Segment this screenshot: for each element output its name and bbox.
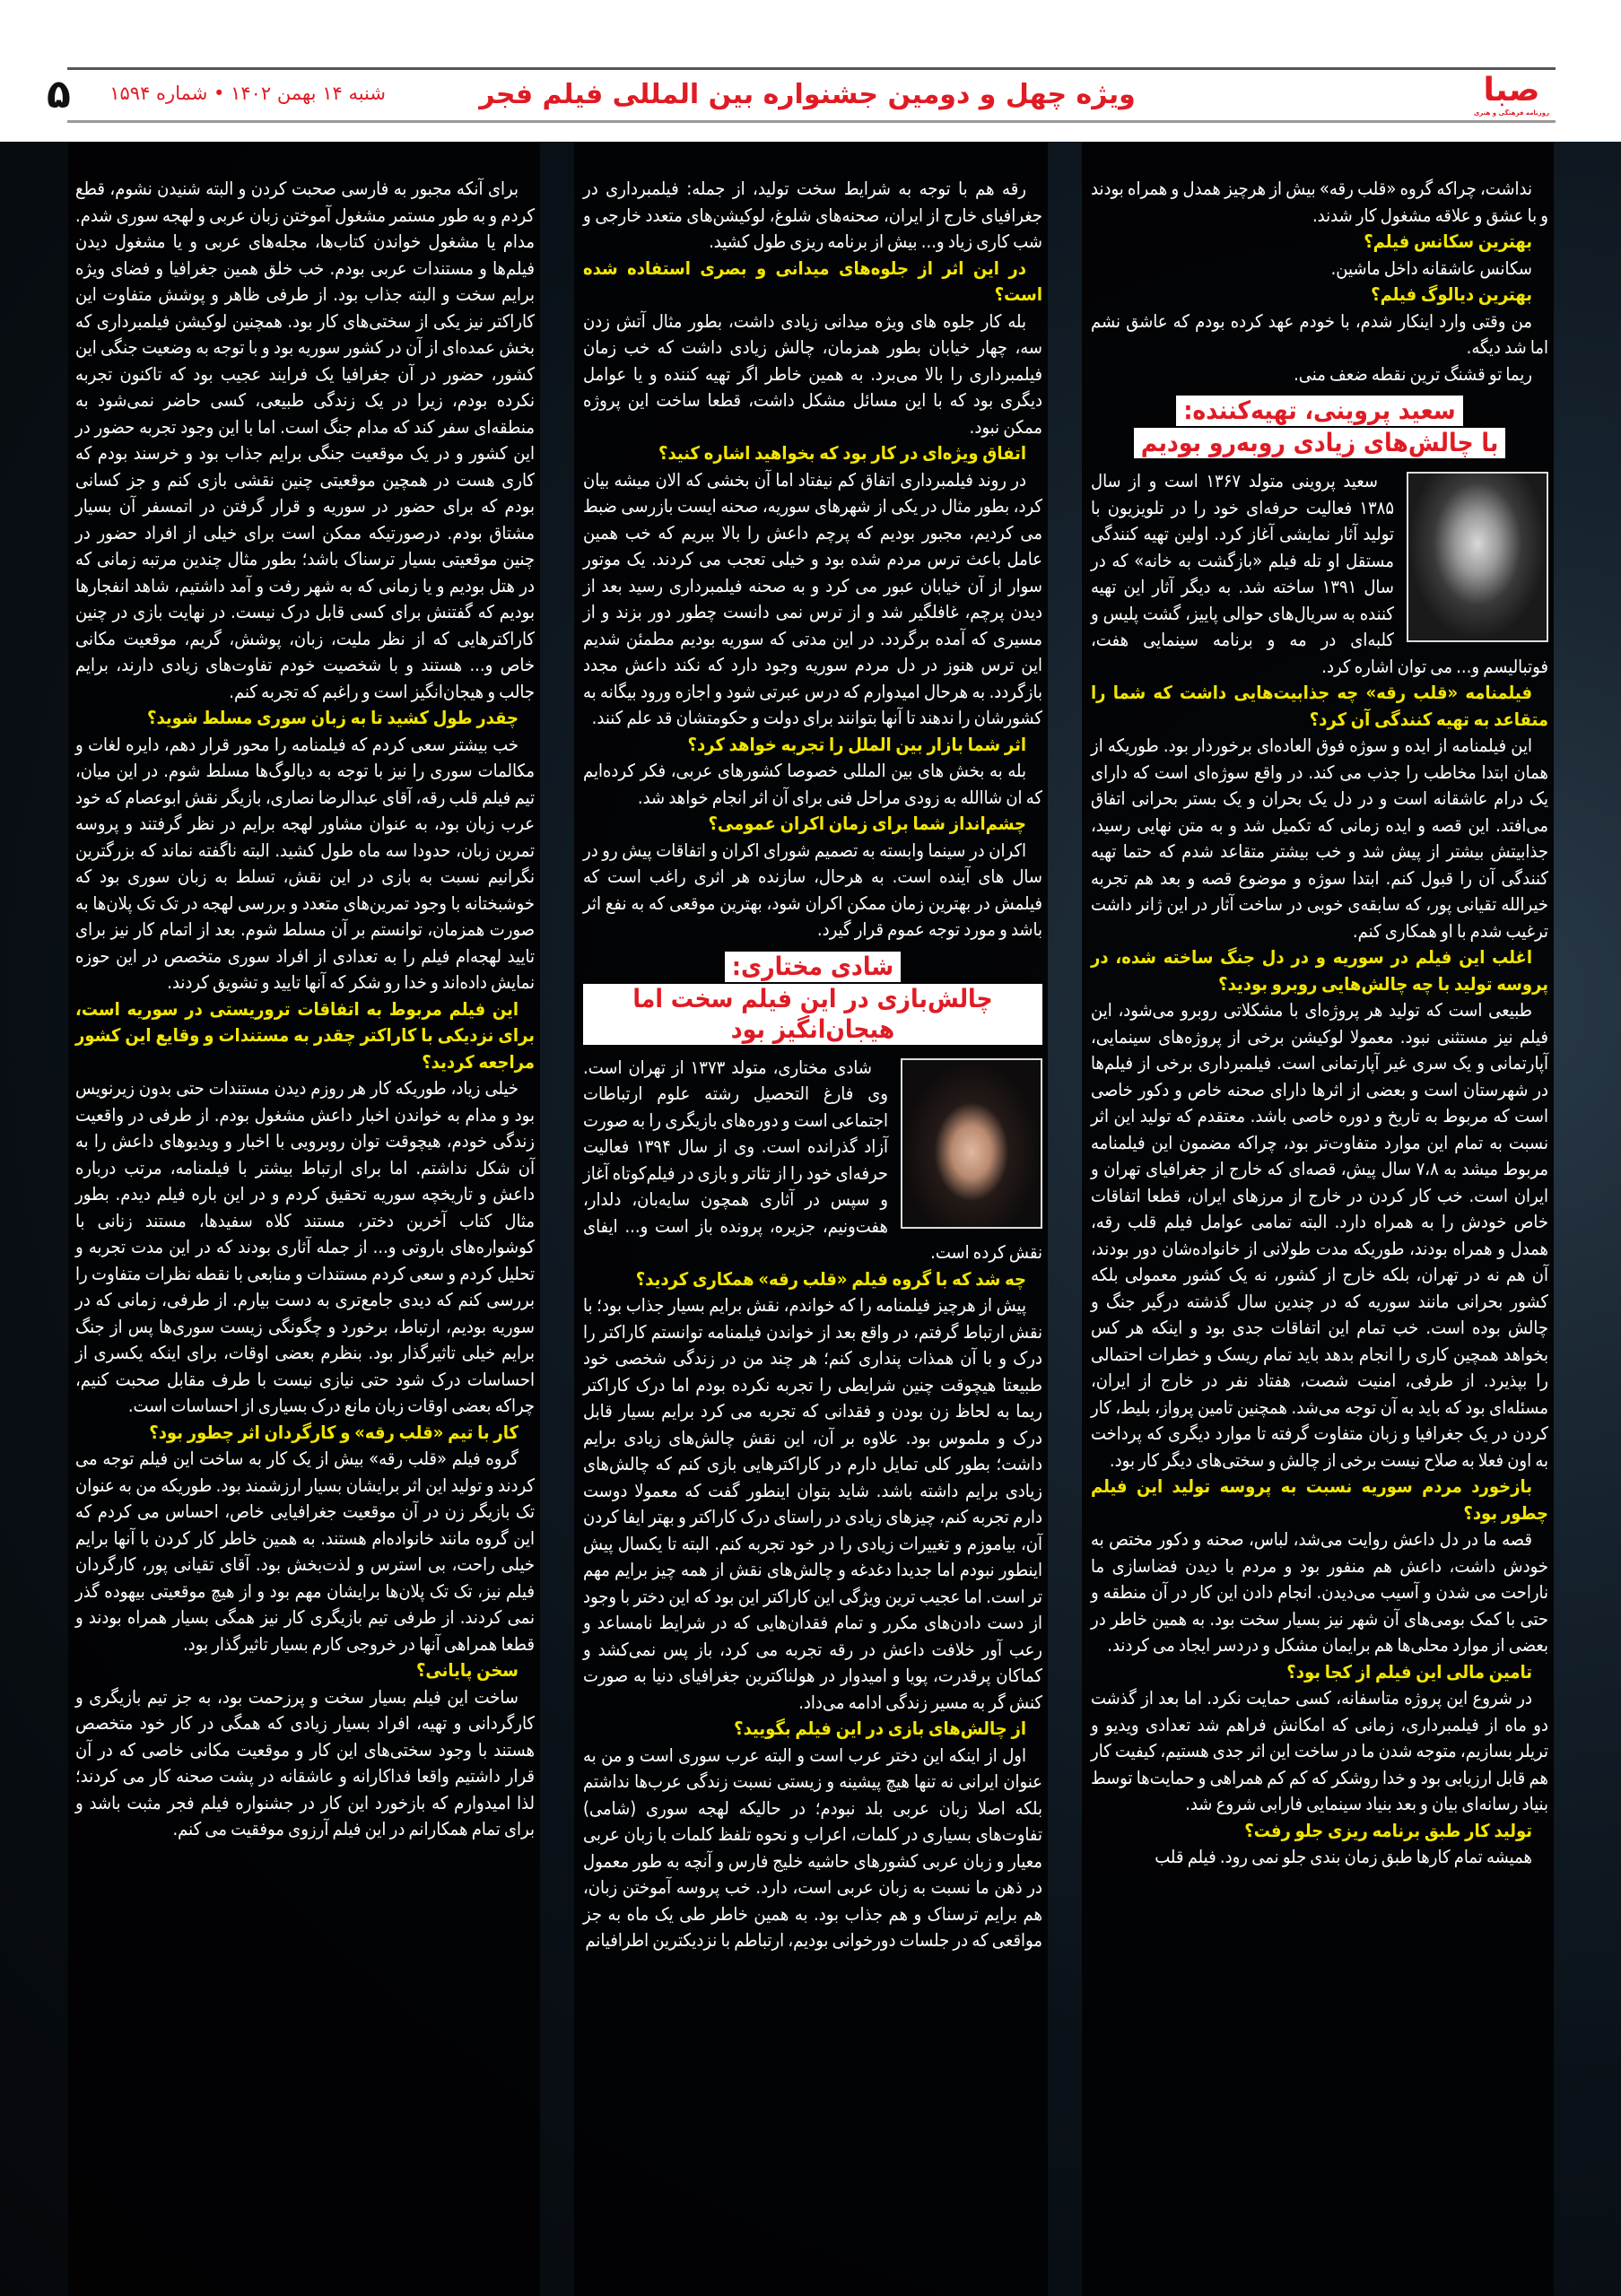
saeed-parvini-photo xyxy=(1407,472,1548,642)
logo-text: صبا xyxy=(1483,72,1540,109)
body-paragraph: همیشه تمام کارها طبق زمان بندی جلو نمی رود. فیلم قلب xyxy=(1155,1846,1532,1867)
body-paragraph: خیلی زیاد، طوریکه کار هر روزم دیدن مستندات حتی بدون زیرنویس بود و مدام به خواندن اخبار داعش مشغول بودم. از طرفی در واقعیت زندگی خودم، هیچوقت توان روبرویی با اخبار و ویدیوهای داعش را به آن شکل نداشتم. اما برای ارتباط بیشتر با فیلمنامه، مرتب درباره داعش و تاریخچه سوریه تحقیق کردم و در این باره فیلم دیدم. بطور مثال کتاب آخرین دختر، مستند کلاه سفیدها، مستند زنانی با کوشواره‌های باروتی و... از جمله آثاری بودند که در این مدت تجربه و تحلیل کردم و سعی کردم مستندات و منابعی با نقطه نظرات متفاوت را بررسی کنم که دیدی جامع‌تری به دست بیارم. از طرفی، زمانی که در سوریه بودیم، ارتباط، برخورد و چگونگی زیست سوری‌ها پس از جنگ برایم خیلی تاثیرگذار بود. بنظرم بعضی اوقات، برای اینکه یکسری از احساسات درک شود حتی نیازی نیست با طرف مقابل صحبت کنیم، چراکه بعضی اوقات زبان مانع درک بسیاری از احساسات است. xyxy=(75,1077,535,1416)
interview-question: بهترین سکانس فیلم؟ xyxy=(1364,230,1532,252)
body-paragraph: اول از اینکه این دختر عرب است و البته عرب سوری است و من به عنوان ایرانی نه تنها هیچ پیشینه و زیستی نسبت زندگی عرب‌ها نداشتم بلکه اصلا زبان عربی بلد نبودم؛ در حالیکه لهجه سوری (شامی) تفاوت‌های بسیاری در کلمات، اعراب و نحوه تلفظ کلمات با زبان عربی معیار و زبان عربی کشورهای حاشیه خلیج فارس و آنچه به طور معمول در ذهن ما نسبت به زبان عربی است، دارد. خب پروسه آموختن زبان، هم برایم ترسناک و هم جذاب بود. به همین خاطر طی یک ماه به جز مواقعی که در جلسات دورخوانی بودیم، ارتباطم با نزدیکترین اطرافیانم xyxy=(583,1744,1042,1951)
article-column-left xyxy=(75,176,535,1843)
body-paragraph: سکانس عاشقانه داخل ماشین. xyxy=(1330,257,1532,279)
interview-question: اتفاق ویژه‌ای در کار بود که بخواهید اشاره کنید؟ xyxy=(658,442,1026,464)
body-paragraph: این فیلمنامه از ایده و سوژه فوق العاده‌ای برخوردار بود. طوریکه از همان ابتدا مخاطب را جذب می کند. در واقع سوژه‌ای است که دارای یک درام عاشقانه است و در دل یک بحران و یک بستر بحرانی اتفاق می‌افتد. این قصه و ایده زمانی که تکمیل شد و به متن نهایی رسید، جذابیتش بیشتر از پیش شد و خب بیشتر متقاعد شدم که حتما تهیه کنندگی آن را قبول کنم. ابتدا سوژه و موضوع قصه و بعد هم تجربه خیرالله تقیانی پور، که سابقه‌ی خوبی در ساخت آثار در این ژانر داشت ترغیب شدم با او همکاری کنم. xyxy=(1091,735,1548,942)
body-paragraph: برای آنکه مجبور به فارسی صحبت کردن و البته شنیدن نشوم، قطع کردم و به طور مستمر مشغول آموختن زبان عربی و لهجه سوری شدم. مدام یا مشغول خواندن کتاب‌ها، مجله‌های عربی و یا مشغول دیدن فیلم‌ها و مستندات عربی بودم. خب خلق همین جغرافیا و فضای ویژه برایم سخت و البته جذاب بود. از طرفی ظاهر و پوشش متفاوت این کاراکتر نیز یکی از سختی‌های کار بود. همچنین لوکیشن فیلمبرداری که بخش عمده‌ای از آن در کشور سوریه بود و با توجه به وضعیت جنگی این کشور، حضور در آن جغرافیا یک فرایند عجیب بود که تاکنون تجربه نکرده بودم، زیرا در یک زندگی طبیعی، کسی حاضر نمی‌شود به منطقه‌ای سفر کند که مدام جنگ است. اما با این وجود تجربه حضور در این کشور و در یک موقعیت جنگی برایم جذاب بود و خرسند بودم که کاری هست در همچین موقعیتی چنین نقشی بازی کنم و جز کسانی بودم که برای حضور در سوریه و قرار گرفتن در اتمسفر آن بسیار مشتاق بودم. درصورتیکه ممکن است برای خیلی از افراد حضور در چنین موقعیتی بسیار ترسناک باشد؛ بطور مثال چندین مرتبه زمانی که در هتل بودیم و یا زمانی که به شهر رفت و آمد داشتیم، شاهد انفجارها بودیم که گفتنش برای کسی قابل درک نیست. در نهایت بازی در چنین کاراکترهایی که از نظر ملیت، زبان، پوشش، گریم، موقعیت مکانی خاص و... هستند و با شخصیت خودم تفاوت‌های زیادی دارند، برایم جالب و هیجان‌انگیز است و راغبم که تجربه کنم. xyxy=(75,178,535,702)
interview-question: چه شد که با گروه فیلم «قلب رقه» همکاری کردید؟ xyxy=(635,1267,1026,1290)
interview-question: تولید کار طبق برنامه ریزی جلو رفت؟ xyxy=(1244,1819,1532,1841)
body-paragraph: پیش از هرچیز فیلمنامه را که خواندم، نقش برایم بسیار جذاب بود؛ با نقش ارتباط گرفتم، در واقع بعد از خواندن فیلمنامه توانستم کاراکتر را درک و با آن همذات پنداری کنم؛ هر چند من در زندگی شخصی خود طبیعتا هیچوقت چنین شرایطی را تجربه نکرده بودم اما درک کاراکتر ریما به لحاظ زن بودن و فقدانی که تجربه می کرد برایم بسیار قابل درک و ملموس بود. علاوه بر آن، این نقش چالش‌های زیادی برایم داشت؛ بطور کلی تمایل دارم در کاراکترهایی بازی کنم که چالش‌های زیادی برایم داشته باشد. شاید بتوان اینطور گفت که معمولا دوست دارم تجربه کنم، چیزهای زیادی در راستای درک کاراکتر و بهتر ایفا کردن آن، بیاموزم و تغییرات زیادی را در خود تجربه کنم. البته تا یکسال پیش اینطور نبودم اما جدیدا دغدغه و چالش‌های نقش از همه چیز برایم مهم تر است. اما عجیب ترین ویژگی این کاراکتر این بود که این دختر با وجود از دست دادن‌های مکرر و تمام فقدان‌هایی که در شرایط نامساعد و رعب آور خلافت داعش در رقه تجربه می کرد، باز پس نمی‌کشد و کماکان پرقدرت، پویا و امیدوار در هولناکترین جغرافیای دنیا به صورت کنش گر به مسیر زندگی ادامه می‌داد. xyxy=(583,1294,1042,1713)
body-paragraph: بله کار جلوه های ویژه میدانی زیادی داشت، بطور مثال آتش زدن سه، چهار خیابان بطور همزمان، چالش زیادی داشت که خب زمان فیلمبرداری را بالا می‌برد. به همین خاطر اگر تهیه کننده و یا عوامل دیگری بود که با این مسائل مشکل داشت، قطعا ساخت این پروژه ممکن نبود. xyxy=(583,309,1042,438)
heading-quote-line: چالش‌بازی در این فیلم سخت اما هیجان‌انگیز بود xyxy=(583,984,1042,1045)
body-paragraph: در شروع این پروژه متاسفانه، کسی حمایت نکرد. اما بعد از گذشت دو ماه از فیلمبرداری، زمانی که امکانش فراهم شد تعدادی ویدیو و تریلر بسازیم، متوجه شدن ما در ساخت این اثر جدی هستیم، کیفیت کار هم قابل ارزیابی بود و خدا روشکر که کم کم همراهی و حمایت‌ها توسط بنیاد رسانه‌ای بیان و بعد بنیاد سینمایی فارابی شروع شد. xyxy=(1091,1687,1548,1814)
newspaper-logo[interactable] xyxy=(1471,72,1552,118)
interview-heading xyxy=(583,951,1042,1046)
interview-question: در این اثر از جلوه‌های میدانی و بصری استفاده شده است؟ xyxy=(583,257,1042,305)
body-paragraph: در روند فیلمبرداری اتفاق کم نیفتاد اما آن بخشی که الان میشه بیان کرد، بطور مثال در یکی از شهرهای سوریه، صحنه ایست بازرسی ضبط می کردیم، مجبور بودیم که پرچم داعش را بالا ببریم که خب همین عامل باعث ترس مردم شده بود و خیلی تعجب می کردند. یک موتور سوار از آن خیابان عبور می کرد و به صحنه فیلمبرداری رسید بعد از دیدن پرچم، غافلگیر شد و از ترس نمی دانست چطور دور بزند و از مسیری که آمده برگردد. در این مدتی که سوریه بودیم مطمئن شدیم این ترس هنوز در دل مردم سوریه وجود دارد که نکند داعش مجدد بازگردد. به هرحال امیدوارم که درس عبرتی شود و اجازه ورود بیگانه به کشورشان را ندهند تا آنها بتوانند برای دولت و حکومتشان قد علم کنند. xyxy=(583,468,1042,728)
interview-question: اغلب این فیلم در سوریه و در دل جنگ ساخته شده، در پروسه تولید با چه چالش‌هایی روبرو بودید؟ xyxy=(1091,946,1548,995)
heading-name-line: سعید پروینی، تهیه‌کننده: xyxy=(1176,396,1462,426)
header-rule-top xyxy=(67,67,1556,70)
interview-question: بهترین دیالوگ فیلم؟ xyxy=(1371,283,1532,305)
heading-quote-line: با چالش‌های زیادی روبه‌رو بودیم xyxy=(1134,428,1506,458)
body-paragraph: طبیعی است که تولید هر پروژه‌ای با مشکلاتی روبرو می‌شود، این فیلم نیز مستثنی نبود. معمولا لوکیشن برخی از پروژه‌های سینمایی، آپارتمانی و یک سری غیر آپارتمانی است. فیلمبرداری برخی از فیلم‌ها در شهرستان است و بعضی از اثرها دارای صحنه خاص و دکور خاصی است که مربوط به تاریخ و دوره خاصی باشد. معتقدم که تولید این اثر نسبت به تمام این موارد متفاوت‌تر بود، چراکه مضمون این فیلمنامه مربوط میشد به ۷،۸ سال پیش، قصه‌ای که خارج از جغرافیای تهران و ایران است. خب کار کردن در خارج از مرزهای ایران، قطعا اتفاقات خاص خودش را به همراه دارد. البته تمامی عوامل فیلم قلب رقه، همدل و همراه بودند، طوریکه مدت طولانی از خانواده‌شان دور بودند، آن هم نه در تهران، بلکه خارج از کشور، نه یک کشور معمولی بلکه کشور بحرانی مانند سوریه که در چندین سال گذشته درگیر جنگ و چالش بوده است. خب تمام این اتفاقات جدی بود و اینکه هر کس بخواهد همچین کاری را انجام بدهد باید تمام ریسک و خطرات احتمالی را بپذیرد. از طرفی، امنیت شصت، هفتاد نفر در خارج از ایران، مسئله‌ای بود که باید به آن توجه می‌شد. همچنین تامین پرواز، بلیط، کار کردن در یک جغرافیا و زبان متفاوت گرفته تا موارد دیگری که پرداخت به اون فعلا به صلاح نیست برخی از چالش و سختی‌های دیگر کار بود. xyxy=(1091,999,1548,1471)
interview-question: چقدر طول کشید تا به زبان سوری مسلط شوید؟ xyxy=(147,707,519,728)
body-paragraph: بله به بخش های بین المللی خصوصا کشورهای عربی، فکر کرده‌ایم که ان شاالله به زودی مراحل فنی برای آن اثر انجام خواهد شد. xyxy=(583,760,1042,808)
article-column-middle xyxy=(583,176,1042,1954)
section-title: ویژه چهل و دومین جشنواره بین المللی فیلم فجر xyxy=(479,79,1136,110)
page-number: ۵ xyxy=(47,72,71,117)
heading-name-line: شادی مختاری: xyxy=(725,952,901,982)
interview-heading xyxy=(1091,395,1548,459)
body-paragraph: قصه ما در دل داعش روایت می‌شد، لباس، صحنه و دکور مختص به خودش داشت، داعش هم منفور بود و مردم با دیدن فضاسازی ما ناراحت می شدن و آسیب می‌دیدن. انجام دادن این کار در آن منطقه و حتی با کمک بومی‌های آن شهر نیز بسیار سخت بود. به همین خاطر در بعضی از موارد محلی‌ها هم برایمان مشکل و دردسر ایجاد می کردند. xyxy=(1091,1528,1548,1656)
shadi-mokhtari-photo xyxy=(901,1058,1042,1229)
interview-question: چشم‌انداز شما برای زمان اکران عمومی؟ xyxy=(708,813,1026,834)
body-paragraph: خب بیشتر سعی کردم که فیلمنامه را محور قرار دهم، دایره لغات و مکالمات سوری را نیز با توجه به دیالوگ‌ها مسلط شوم. در این میان، تیم فیلم قلب رقه، آقای عبدالرضا نصاری، بازیگر نقش ابوعصام که خود عرب زبان بود، به عنوان مشاور لهجه برایم در نظر گرفتند و پروسه تمرین زبان، حدودا سه ماه طول کشید. البته ناگفته نماند که بزرگترین نگرانیم نسبت به بازی در این نقش، تسلط به زبان سوری بود که خوشبختانه با وجود تمرین‌های متعدد و بررسی لهجه در تک تک پلان‌ها به صورت همزمان، توانستم بر آن مسلط شوم. بعد از اتمام کار نیز برای تایید لهجه‌ام فیلم را به تعدادی از افراد سوری متخصص در این حوزه نمایش داده‌اند و خدا رو شکر که آنها تایید و تشویق کردند. xyxy=(75,733,535,993)
body-paragraph: من وقتی وارد اینکار شدم، با خودم عهد کرده بودم که عاشق نشم اما شد دیگه. xyxy=(1091,309,1548,358)
interview-question: این فیلم مربوط به اتفاقات تروریستی در سوریه است، برای نزدیکی با کاراکتر چقدر به مستندات و وقایع این کشور مراجعه کردید؟ xyxy=(75,997,535,1073)
body-paragraph: سعید پروینی متولد ۱۳۶۷ است و از سال ۱۳۸۵ فعالیت حرفه‌ای خود را در تلویزیون با تولید آثار نمایشی آغاز کرد. اولین تهیه کنندگی مستقل او تله فیلم «بازگشت به خانه» که در سال ۱۳۹۱ ساخته شد. به دیگر آثار این تهیه کننده به سریال‌های حوالی پاییز، گشت پلیس و کلبه‌ای در مه و برنامه سینمایی هفت، فوتبالیسم و... می توان اشاره کرد. xyxy=(1091,470,1548,677)
logo-tagline: روزنامه فرهنگی و هنری xyxy=(1473,109,1550,117)
body-paragraph: نداشت، چراکه گروه «قلب رقه» بیش از هرچیز همدل و همراه بودند و با عشق و علاقه مشغول کار شدند. xyxy=(1091,178,1548,226)
body-paragraph: ریما تو قشنگ ترین نقطه ضعف منی. xyxy=(1294,362,1532,385)
body-paragraph: شادی مختاری، متولد ۱۳۷۳ از تهران است. وی فارغ التحصیل رشته علوم ارتباطات اجتماعی است و دوره‌های بازیگری را به صورت آزاد گذرانده است. وی از سال ۱۳۹۴ فعالیت حرفه‌ای خود را از تئاتر و بازی در فیلم‌کوتاه آغاز و سپس در آثاری همچون سایه‌بان، دلدار، هفت‌ونیم، جزیره، پرونده باز است و... ایفای نقش کرده است. xyxy=(583,1056,1042,1263)
body-paragraph: اکران در سینما وابسته به تصمیم شورای اکران و اتفاقات پیش رو در سال های آینده است. به هرحال، سازنده هر اثری راغب است که فیلمش در بهترین زمان ممکن اکران شود، بهترین موقعی که به نفع اثر باشد و مورد توجه عموم قرار گیرد. xyxy=(583,839,1042,940)
interview-question: تامین مالی این فیلم از کجا بود؟ xyxy=(1286,1660,1532,1683)
masthead xyxy=(0,0,1621,142)
issue-dateline: شنبه ۱۴ بهمن ۱۴۰۲ • شماره ۱۵۹۴ xyxy=(109,83,386,104)
interview-question: اثر شما بازار بین الملل را تجربه خواهد کرد؟ xyxy=(687,733,1026,755)
interview-question: از چالش‌های بازی در این فیلم بگویید؟ xyxy=(734,1718,1026,1739)
article-column-right xyxy=(1091,176,1548,1871)
body-paragraph: گروه فیلم «قلب رقه» بیش از یک کار به ساخت این فیلم توجه می کردند و تولید این اثر برایشان بسیار ارزشمند بود. طوریکه من به عنوان تک بازیگر زن در آن موقعیت جغرافیایی خاص، احساس می کردم که این گروه مانند خانواده‌ام هستند. به همین خاطر کار کردن با آنها برایم خیلی راحت، بی استرس و لذت‌بخش بود. آقای تقیانی پور، کارگردان فیلم نیز، تک تک پلان‌ها برایشان مهم بود و از هیچ موقعیتی بیهوده گذر نمی کردند. از طرفی تیم بازیگری کار نیز همگی بسیار همراه بودند و قطعا همراهی آنها در خروجی کارم بسیار تاثیرگذار بود. xyxy=(75,1448,535,1655)
body-paragraph: رقه هم با توجه به شرایط سخت تولید، از جمله: فیلمبرداری در جغرافیای خارج از ایران، صحنه‌های شلوغ، لوکیشن‌های متعدد خارجی و شب کاری زیاد و... بیش از برنامه ریزی طول کشید. xyxy=(583,178,1042,252)
interview-question: کار با تیم «قلب رقه» و کارگردان اثر چطور بود؟ xyxy=(149,1421,519,1443)
interview-question: بازخورد مردم سوریه نسبت به پروسه تولید این فیلم چطور بود؟ xyxy=(1091,1475,1548,1524)
body-paragraph: ساخت این فیلم بسیار سخت و پرزحمت بود، به جز تیم بازیگری و کارگردانی و تهیه، افراد بسیار زیادی که همگی در کار خود متخصص هستند با وجود سختی‌های این کار و موقعیت مکانی خاصی که در آن قرار داشتیم واقعا فداکارانه و عاشقانه در پشت صحنه کار می کردند؛ لذا امیدوارم که بازخورد این کار در جشنواره فیلم فجر مثبت باشد و برای تمام همکارانم در این فیلم آرزوی موفقیت می کنم. xyxy=(75,1685,535,1839)
interview-question: فیلمنامه «قلب رقه» چه جذابیت‌هایی داشت که شما را متقاعد به تهیه کنندگی آن کرد؟ xyxy=(1091,682,1548,730)
header-rule-bottom xyxy=(67,120,1556,123)
interview-question: سخن پایانی؟ xyxy=(415,1659,519,1681)
